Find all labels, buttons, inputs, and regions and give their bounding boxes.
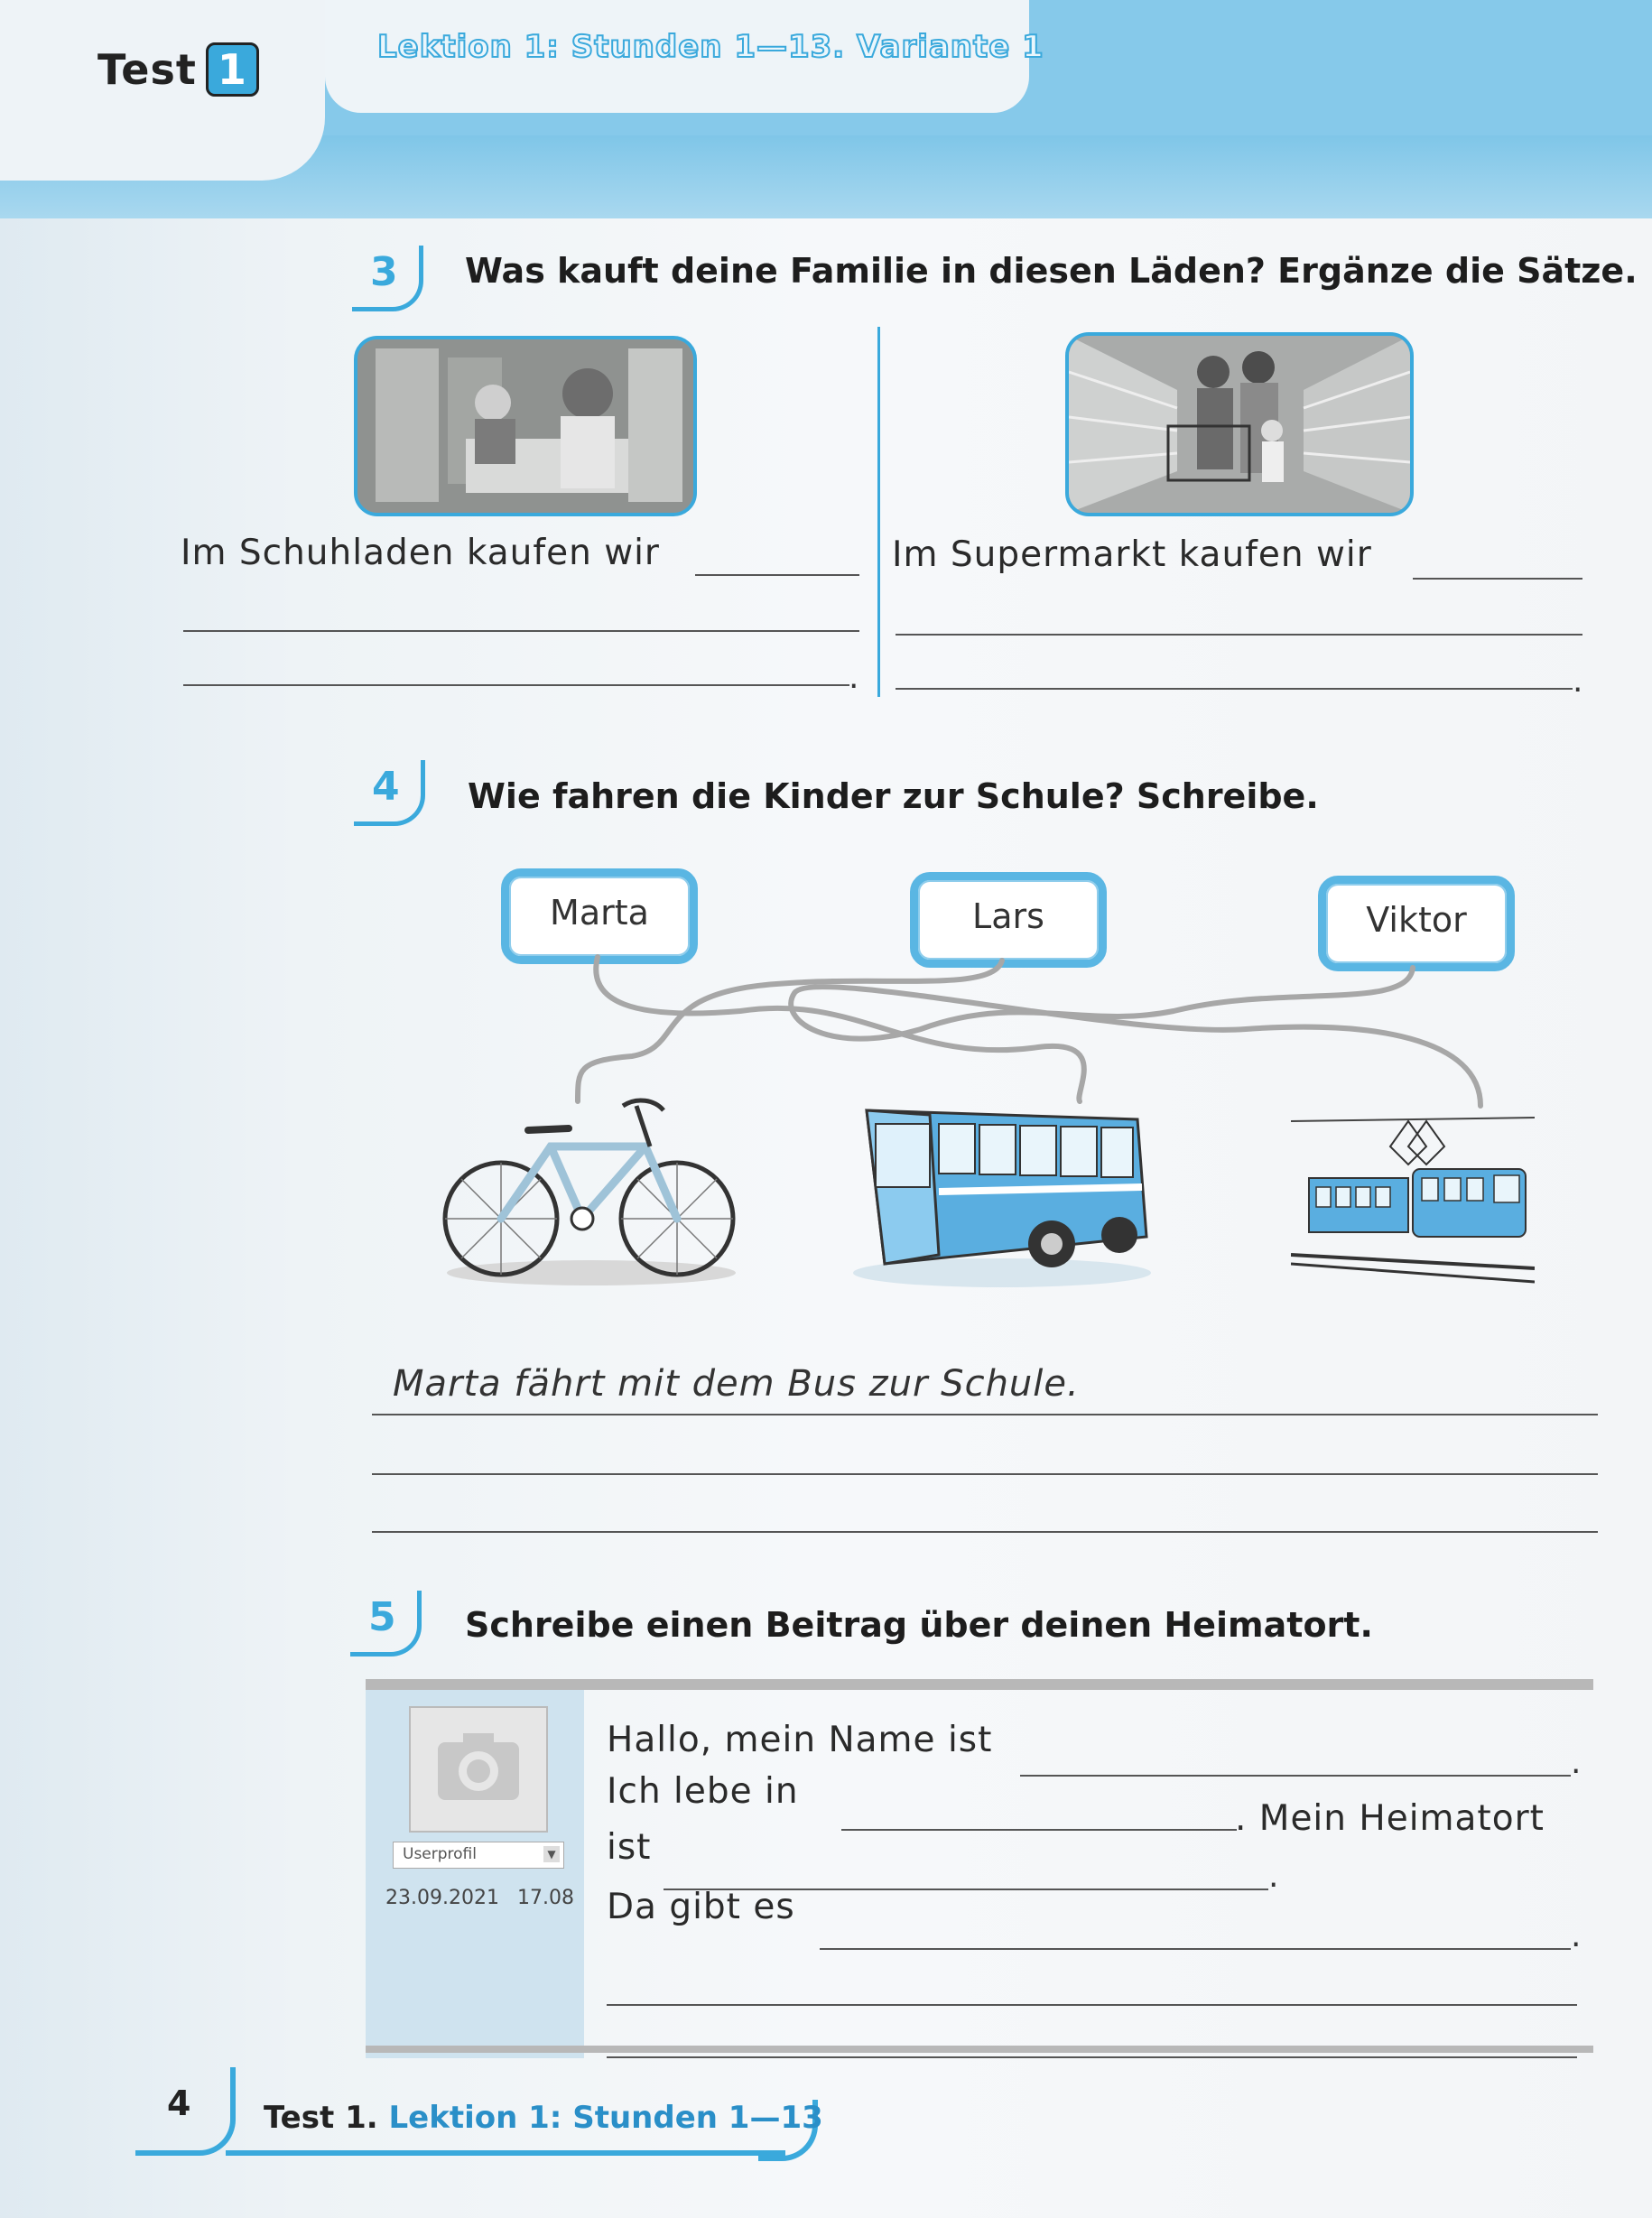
task-3-left-sentence: Im Schuhladen kaufen wir — [181, 533, 660, 573]
example-sentence: Marta fährt mit dem Bus zur Schule. — [393, 1363, 1080, 1405]
period: . — [1571, 1744, 1582, 1781]
name-bubble-viktor: Viktor — [1318, 876, 1515, 971]
answer-line[interactable] — [372, 1414, 1598, 1415]
task-5-title: Schreibe einen Beitrag über deinen Heimatort. — [465, 1605, 1373, 1645]
answer-line[interactable] — [607, 2056, 1577, 2058]
name-bubble-lars: Lars — [910, 872, 1107, 968]
chevron-down-icon: ▼ — [543, 1846, 560, 1862]
period: . — [1571, 1917, 1582, 1954]
camera-icon[interactable] — [409, 1706, 548, 1833]
test-number: 1 — [206, 42, 259, 97]
page-number: 4 — [167, 2083, 191, 2123]
post-bottom-bar — [366, 2046, 1593, 2053]
task-4-title: Wie fahren die Kinder zur Schule? Schreibe. — [468, 776, 1319, 816]
post-line-2b: . Mein Heimatort — [1235, 1798, 1545, 1839]
lektion-title: Lektion 1: Stunden 1—13. Variante 1 — [377, 29, 1044, 65]
post-time: 17.08 — [517, 1887, 574, 1909]
tram-icon — [1291, 1110, 1535, 1291]
footer-title: Test 1. Lektion 1: Stunden 1—13 — [264, 2100, 823, 2136]
task-3-right-sentence: Im Supermarkt kaufen wir — [892, 534, 1372, 575]
post-line-1: Hallo, mein Name ist — [607, 1720, 993, 1760]
name-bubble-marta: Marta — [501, 868, 698, 964]
footer-underline — [226, 2150, 785, 2156]
answer-line[interactable] — [1020, 1775, 1571, 1777]
post-line-3: ist — [607, 1827, 652, 1868]
task-4-number: 4 — [354, 760, 426, 825]
task-3-number: 3 — [352, 246, 424, 311]
post-date: 23.09.2021 — [385, 1887, 499, 1909]
period: . — [1268, 1858, 1279, 1895]
answer-line[interactable] — [841, 1829, 1237, 1831]
answer-line[interactable] — [372, 1473, 1598, 1475]
test-label: Test — [97, 45, 197, 94]
task-5-number: 5 — [350, 1591, 422, 1656]
post-top-bar — [366, 1679, 1593, 1690]
answer-line[interactable] — [607, 2004, 1577, 2006]
answer-line[interactable] — [372, 1531, 1598, 1533]
userprofil-dropdown[interactable]: Userprofil ▼ — [393, 1842, 564, 1869]
task-3-title: Was kauft deine Familie in diesen Läden? Ergänze die Sätze. — [465, 251, 1638, 291]
period: . — [849, 659, 859, 696]
bicycle-icon — [442, 1083, 740, 1291]
post-line-2: Ich lebe in — [607, 1771, 799, 1812]
answer-line[interactable] — [820, 1948, 1571, 1950]
post-line-4: Da gibt es — [607, 1887, 795, 1927]
bus-icon — [849, 1083, 1155, 1291]
period: . — [1573, 663, 1583, 700]
